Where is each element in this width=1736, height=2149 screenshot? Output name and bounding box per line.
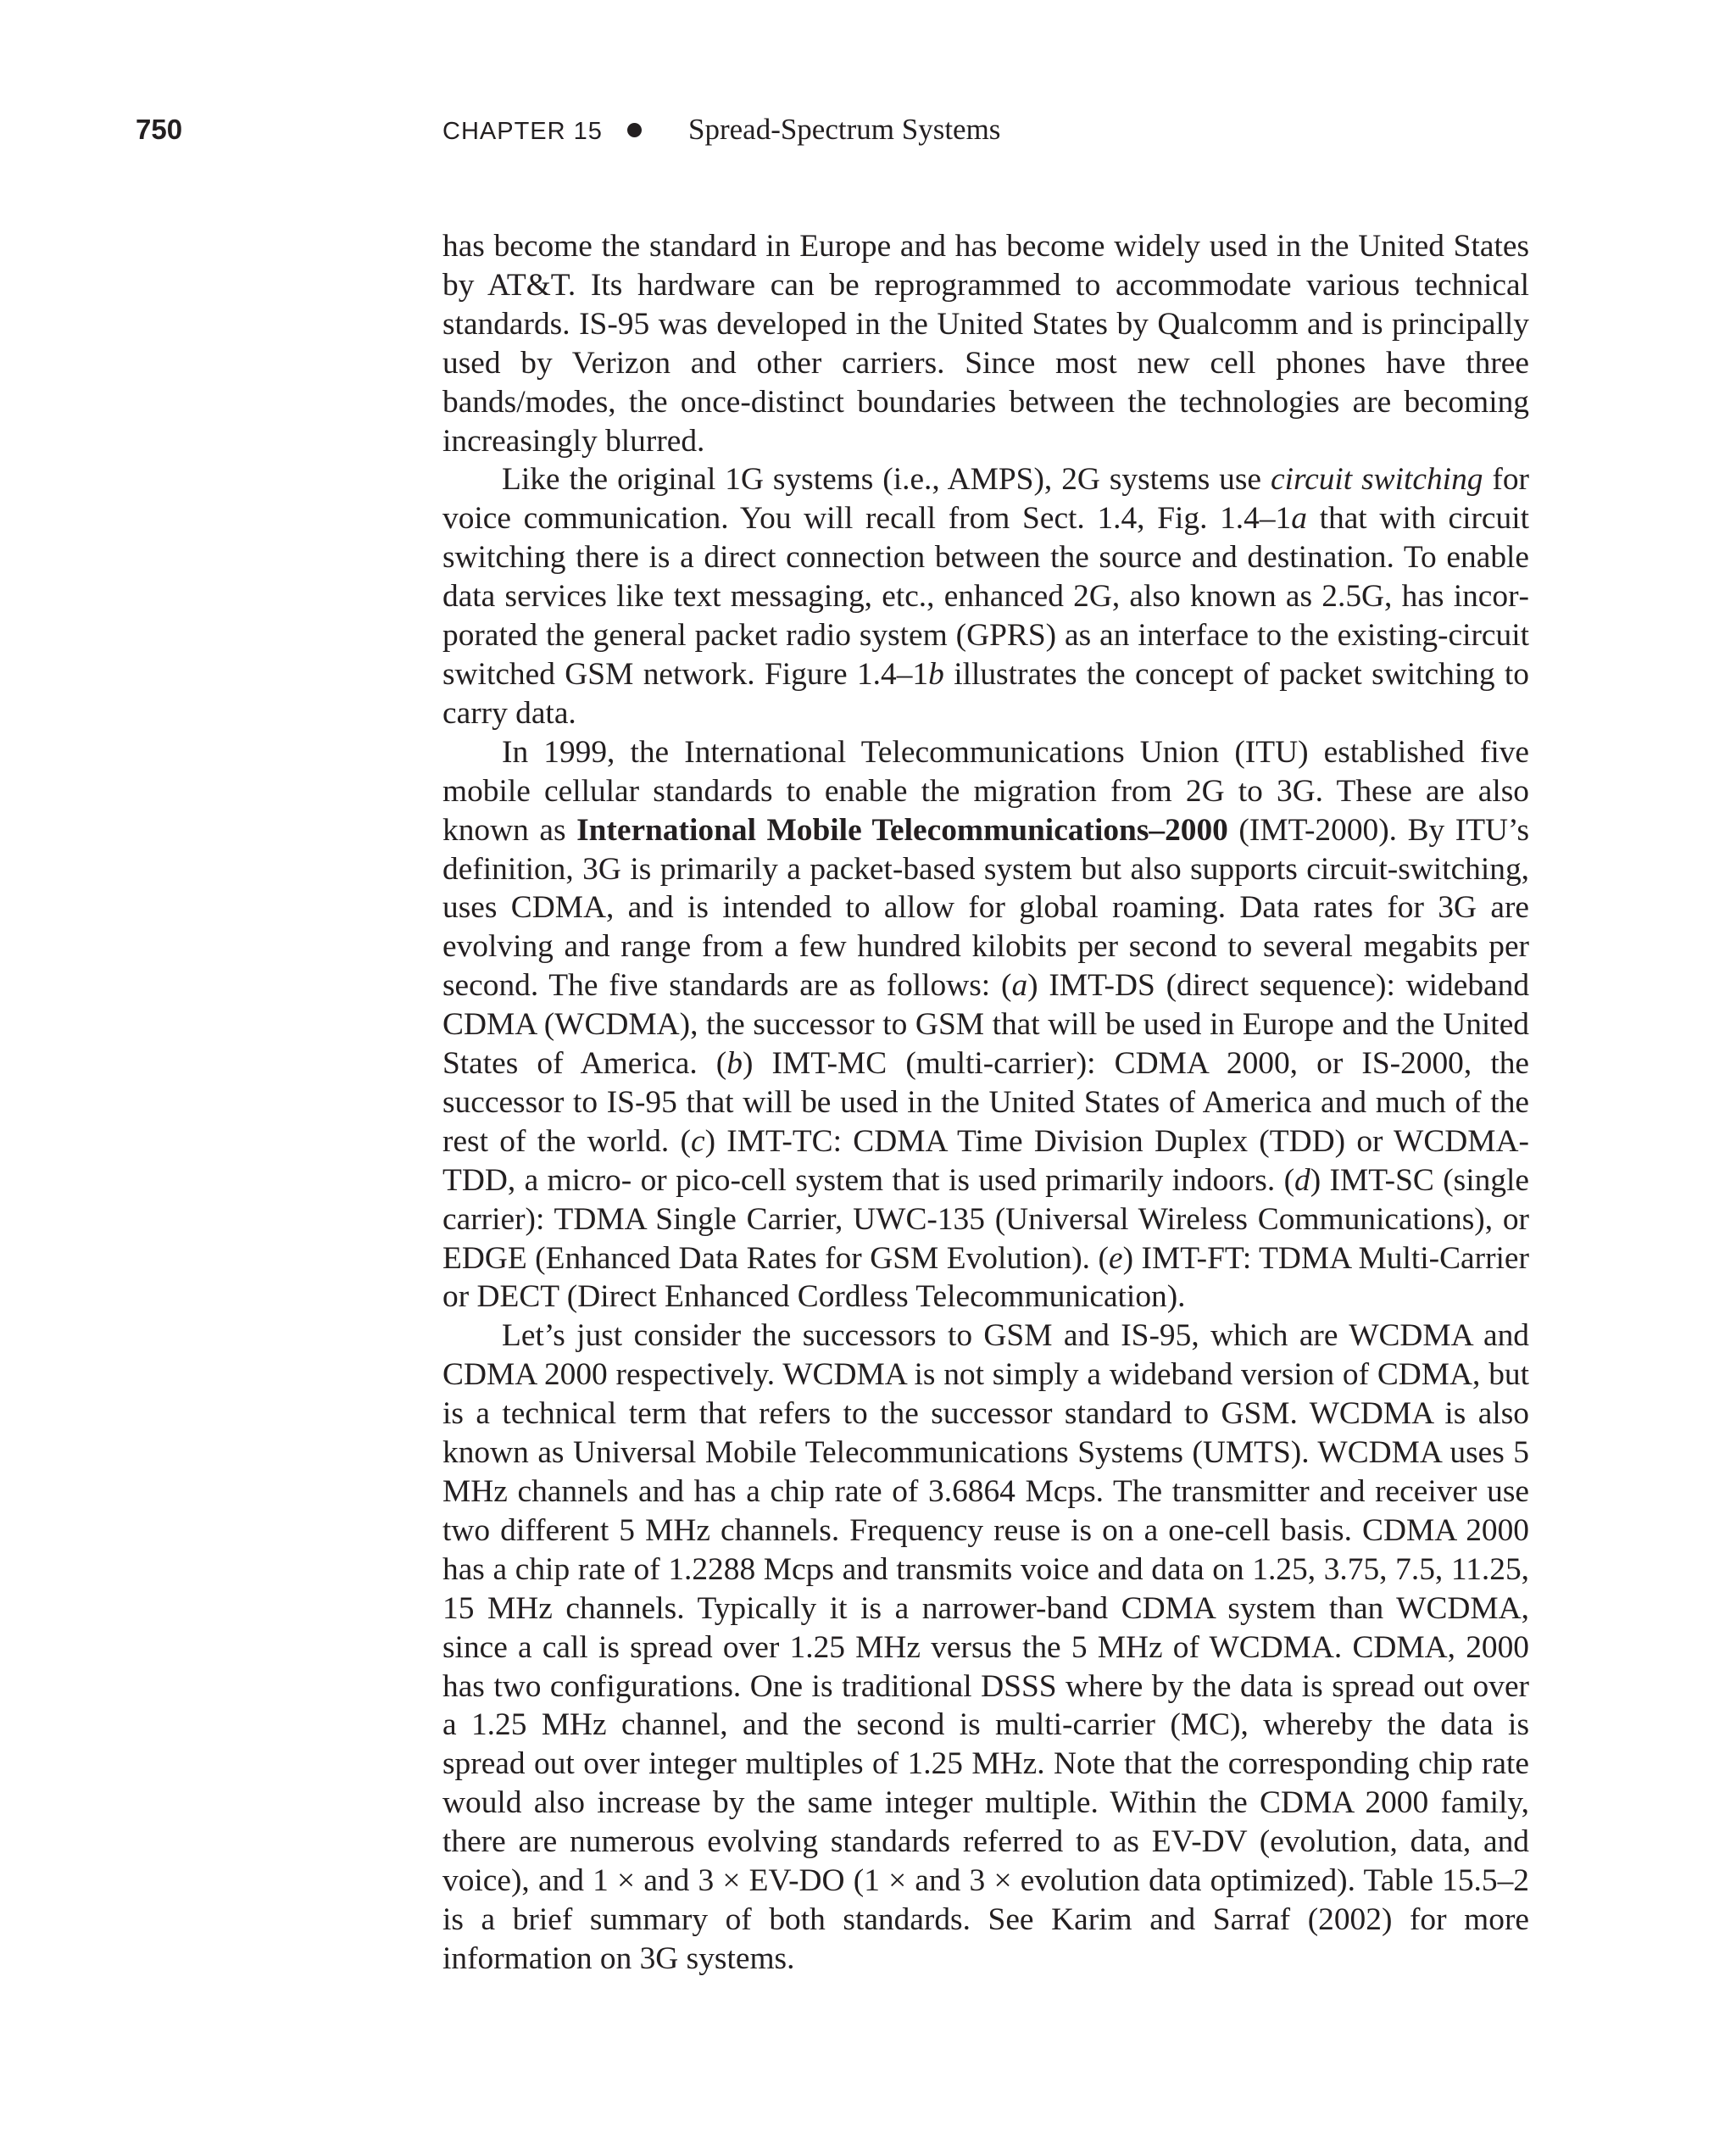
list-letter: b [726, 1046, 743, 1082]
paragraph-text: ) IMT-MC (multi-carrier): CDMA 2000, or IS-2000, the successor to IS-95 that will be used in the United States of America and much of the rest of the world. ( [442, 1046, 1529, 1159]
paragraph-text: for voice communication. You will recall from Sect. 1.4, Fig. 1.4–1 [442, 462, 1530, 537]
page-number: 750 [136, 114, 183, 145]
list-letter: c [690, 1123, 705, 1159]
paragraph-text: In 1999, the International Telecommunications Union (ITU) established five mobile cellular standards to enable the migration from 2G to 3G. These are also known as [442, 734, 1529, 848]
paragraph-text: illustrates the concept of packet switching to carry data. [442, 656, 1530, 731]
figure-letter: b [928, 656, 944, 692]
paragraph-text: ) IMT-DS (direct sequence): wideband CDMA (WCDMA), the successor to GSM that will be used in Europe and the United States of America. ( [442, 968, 1530, 1082]
body-text [442, 227, 1529, 1979]
paragraph-text: ) IMT-SC (single carrier): TDMA Single Carrier, UWC-135 (Universal Wireless Communications), or EDGE (Enhanced Data Rates for GSM Evolution). ( [442, 1162, 1529, 1276]
paragraph-text: (IMT-2000). By ITU’s definition, 3G is primarily a packet-based system but also supports circuit-switching, uses CDMA, and is intended to allow for global roaming. Data rates for 3G are evolving and range from a few hundred kilobits per second to several megabits per second. The five standards are as follows: ( [442, 812, 1529, 1004]
paragraph-text: Like the original 1G systems (i.e., AMPS), 2G systems use [502, 462, 1271, 498]
bold-term: International Mobile Telecommunications–2000 [576, 812, 1228, 848]
paragraph-2 [442, 460, 1529, 732]
list-letter: d [1294, 1162, 1310, 1198]
paragraph-text: ) IMT-FT: TDMA Multi-Carrier or DECT (Direct Enhanced Cordless Telecommunication). [442, 1240, 1529, 1315]
paragraph-4 [442, 1317, 1529, 1978]
chapter-label: CHAPTER 15 [442, 118, 603, 145]
paragraph-text: Let’s just consider the successors to GSM and IS-95, which are WCDMA and CDMA 2000 respectively. WCDMA is not simply a wideband version of CDMA, but is a technical term that refers to the successor standard to GSM. WCDMA is also known as Universal Mobile Telecommunications Systems (UMTS). WCDMA uses 5 MHz channels and has a chip rate of 3.6864 Mcps. The transmitter and receiver use two different 5 MHz channels. Frequency reuse is on a one-cell basis. CDMA 2000 has a chip rate of 1.2288 Mcps and transmits voice and data on 1.25, 3.75, 7.5, 11.25, 15 MHz channels. Typically it is a narrower-band CDMA system than WCDMA, since a call is spread over 1.25 MHz versus the 5 MHz of WCDMA. CDMA, 2000 has two configurations. One is traditional DSSS where by the data is spread out over a 1.25 MHz channel, and the second is multi-carrier (MC), whereby the data is spread out over integer multiples of 1.25 MHz. Note that the corresponding chip rate would also increase by the same integer multiple. Within the CDMA 2000 family, there are numerous evolving standards referred to as EV-DV (evolution, data, and voice), and 1 × and 3 × EV-DO (1 × and 3 × evolution data optimized). Table 15.5–2 is a brief summary of both standards. See Karim and Sarraf (2002) for more information on 3G systems. [442, 1318, 1529, 1976]
paragraph-text: ) IMT-TC: CDMA Time Division Duplex (TDD) or WCDMA-TDD, a micro- or pico-cell system that is used primarily indoors. ( [442, 1123, 1529, 1198]
page-header [0, 109, 1736, 151]
paragraph-text: has become the standard in Europe and has become widely used in the United States by AT&T. Its hardware can be reprogrammed to accommodate various technical standards. IS-95 was developed in the United States by Qualcomm and is principally used by Verizon and other carriers. Since most new cell phones have three bands/modes, the once-distinct boundaries between the technologies are becoming increasingly blurred. [442, 229, 1529, 459]
bullet-icon [627, 123, 642, 137]
paragraph-1 [442, 227, 1529, 460]
list-letter: e [1108, 1240, 1123, 1276]
list-letter: a [1011, 968, 1028, 1004]
figure-letter: a [1291, 501, 1307, 537]
chapter-title: Spread-Spectrum Systems [688, 113, 1001, 146]
italic-term: circuit switching [1270, 462, 1483, 498]
paragraph-3 [442, 733, 1529, 1317]
paragraph-text: that with circuit switching there is a direct connection between the source and destination. To enable data services like text messaging, etc., enhanced 2G, also known as 2.5G, has incorporated the general packet radio system (GPRS) as an interface to the existing-circuit switched GSM network. Figure 1.4–1 [442, 501, 1529, 692]
